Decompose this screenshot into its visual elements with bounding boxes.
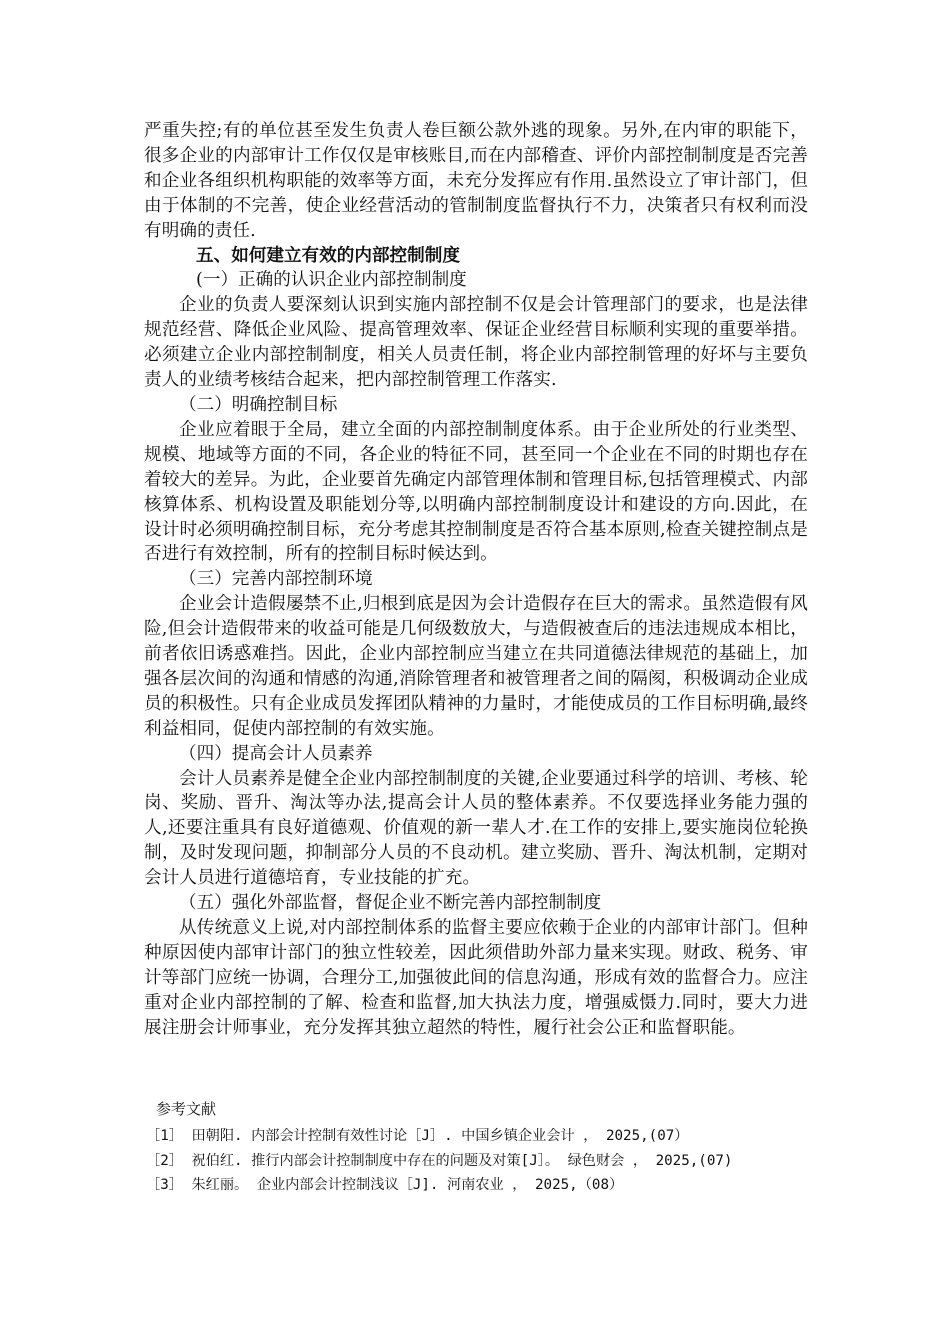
subsection-heading: （二）明确控制目标 bbox=[179, 394, 338, 415]
reference-item: ［2］ 祝伯红. 推行内部会计控制制度中存在的问题及对策[J］。 绿色财会 ， 2025,(07) bbox=[146, 1152, 733, 1169]
subsection-heading: （四）提高会计人员素养 bbox=[179, 743, 373, 764]
subsection-heading: （三）完善内部控制环境 bbox=[179, 569, 373, 590]
body-paragraph: 企业应着眼于全局，建立全面的内部控制制度体系。由于企业所处的行业类型、规模、地域等方面的不同，各企业的特征不同，甚至同一个企业在不同的时期也存在着较大的差异。为此，企业要首先确定内部管理体制和管理目标,包括管理模式、内部核算体系、机构设置及职能划分等,以明确内部控制制度设计和建设的方向.因此，在设计时必须明确控制目标，充分考虑其控制制度是否符合基本原则,检查关键控制点是否进行有效控制，所有的控制目标时候达到。 bbox=[144, 419, 808, 565]
references-title: 参考文献 bbox=[156, 1100, 217, 1118]
body-paragraph: 企业的负责人要深刻认识到实施内部控制不仅是会计管理部门的要求，也是法律规范经营、降低企业风险、提高管理效率、保证企业经营目标顺利实现的重要举措。必须建立企业内部控制制度，相关人员责任制，将企业内部控制管理的好坏与主要负责人的业绩考核结合起来，把内部控制管理工作落实. bbox=[144, 295, 808, 391]
reference-item: ［1］ 田朝阳. 内部会计控制有效性讨论［J］. 中国乡镇企业会计 ， 2025,(07） bbox=[146, 1128, 689, 1144]
body-paragraph: 会计人员素养是健全企业内部控制制度的关键,企业要通过科学的培训、考核、轮岗、奖励、晋升、淘汰等办法,提高会计人员的整体素养。不仅要选择业务能力强的人,还要注重具有良好道德观、价值观的新一辈人才.在工作的安排上,要实施岗位轮换制，及时发现问题，抑制部分人员的不良动机。建立奖励、晋升、淘汰机制，定期对会计人员进行道德培育，专业技能的扩充。 bbox=[144, 768, 808, 889]
document-body bbox=[144, 119, 808, 1041]
subsection-heading: （五）强化外部监督，督促企业不断完善内部控制制度 bbox=[179, 893, 602, 914]
body-paragraph: 严重失控;有的单位甚至发生负责人卷巨额公款外逃的现象。另外,在内审的职能下，很多企业的内部审计工作仅仅是审核账目,而在内部稽查、评价内部控制制度是否完善和企业各组织机构职能的效率等方面，未充分发挥应有作用.虽然设立了审计部门，但由于体制的不完善，使企业经营活动的管制制度监督执行不力，决策者只有权利而没有明确的责任. bbox=[144, 121, 808, 241]
section-heading: 五、如何建立有效的内部控制制度 bbox=[196, 244, 460, 266]
body-paragraph: 从传统意义上说,对内部控制体系的监督主要应依赖于企业的内部审计部门。但种种原因使内部审计部门的独立性较差，因此须借助外部力量来实现。财政、税务、审计等部门应统一协调，合理分工,加强彼此间的信息沟通，形成有效的监督合力。应注重对企业内部控制的了解、检查和监督,加大执法力度，增强威慑力.同时，要大力进展注册会计师事业，充分发挥其独立超然的特性，履行社会公正和监督职能。 bbox=[144, 918, 808, 1038]
reference-item: ［3］ 朱红丽。 企业内部会计控制浅议［J]. 河南农业 ， 2025,（08） bbox=[146, 1177, 624, 1193]
subsection-heading: (一）正确的认识企业内部控制制度 bbox=[196, 270, 467, 291]
body-paragraph: 企业会计造假屡禁不止,归根到底是因为会计造假存在巨大的需求。虽然造假有风险,但会计造假带来的收益可能是几何级数放大，与造假被查后的违法违规成本相比，前者依旧诱惑难挡。因此，企业内部控制应当建立在共同道德法律规范的基础上，加强各层次间的沟通和情感的沟通,消除管理者和被管理者之间的隔阂，积极调动企业成员的积极性。只有企业成员发挥团队精神的力量时，才能使成员的工作目标明确,最终利益相同，促使内部控制的有效实施。 bbox=[144, 594, 808, 739]
references-section bbox=[146, 1098, 786, 1198]
